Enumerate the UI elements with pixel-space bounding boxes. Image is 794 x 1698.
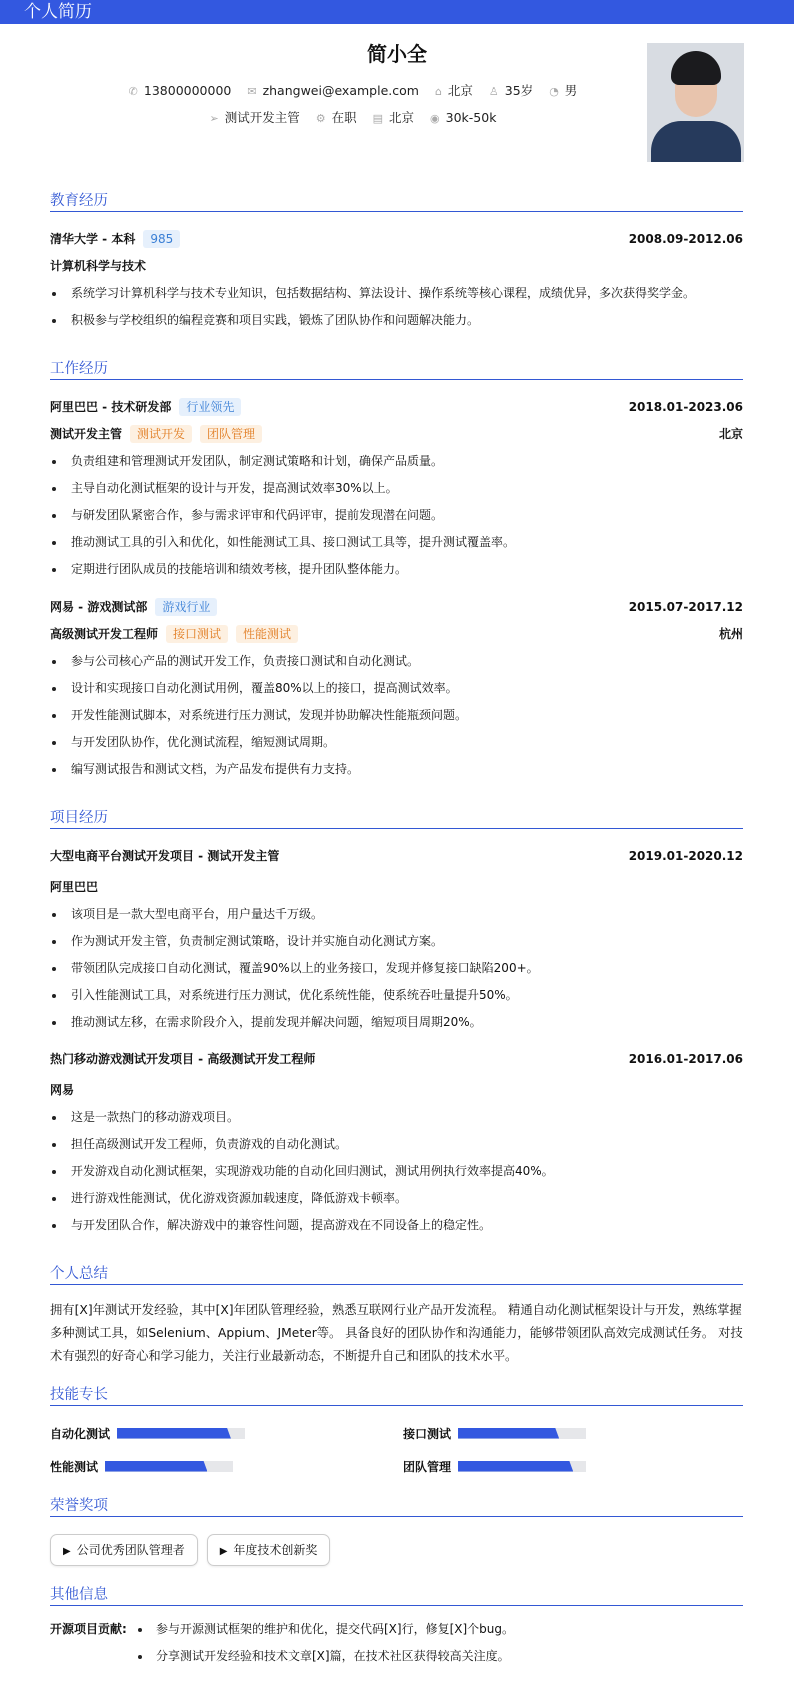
entry-header	[50, 843, 743, 870]
skill-bar	[458, 1461, 586, 1472]
education-section	[50, 190, 743, 334]
phone: 13800000000	[143, 83, 232, 98]
skill-item	[50, 1420, 403, 1446]
expected-city: 北京	[389, 110, 415, 125]
salary-icon: ◉	[430, 112, 440, 125]
role-row	[50, 621, 743, 648]
status: 在职	[331, 110, 357, 125]
list-item: 作为测试开发主管，负责制定测试策略，设计并实施自动化测试方案。	[50, 928, 743, 955]
gender: 男	[564, 83, 578, 98]
company-tag: 行业领先	[179, 398, 241, 416]
skill-name: 自动化测试	[50, 1426, 111, 1441]
company-row	[50, 874, 743, 901]
list-item: 设计和实现接口自动化测试用例，覆盖80%以上的接口，提高测试效率。	[50, 675, 743, 702]
role: 测试开发主管	[50, 427, 123, 441]
send-icon: ➢	[209, 112, 219, 125]
contact-row	[0, 81, 706, 102]
role-row	[50, 421, 743, 448]
major: 计算机科学与技术	[50, 259, 147, 273]
project-entry	[50, 843, 743, 1036]
company-row	[50, 1077, 743, 1104]
building-icon: ▤	[372, 112, 384, 125]
list-item: 推动测试左移，在需求阶段介入，提前发现并解决问题，缩短项目周期20%。	[50, 1009, 743, 1036]
school-tag: 985	[143, 230, 180, 248]
role: 高级测试开发工程师	[50, 627, 159, 641]
entry-header	[50, 594, 743, 621]
list-item: 定期进行团队成员的技能培训和绩效考核，提升团队整体能力。	[50, 556, 743, 583]
profile-photo	[647, 43, 744, 162]
skill-name: 接口测试	[403, 1426, 452, 1441]
list-item: 担任高级测试开发工程师，负责游戏的自动化测试。	[50, 1131, 743, 1158]
email: zhangwei@example.com	[262, 83, 419, 98]
role-tag: 团队管理	[200, 425, 262, 443]
list-item: 开发性能测试脚本，对系统进行压力测试，发现并协助解决性能瓶颈问题。	[50, 702, 743, 729]
list-item: 与研发团队紧密合作，参与需求评审和代码评审，提前发现潜在问题。	[50, 502, 743, 529]
triangle-icon: ▶	[63, 1546, 71, 1557]
list-item: 引入性能测试工具，对系统进行压力测试，优化系统性能，使系统吞吐量提升50%。	[50, 982, 743, 1009]
list-item: 与开发团队协作，优化测试流程，缩短测试周期。	[50, 729, 743, 756]
role-tag: 性能测试	[236, 625, 298, 643]
entry-left	[50, 594, 217, 621]
project-title: 大型电商平台测试开发项目 - 测试开发主管	[50, 849, 280, 863]
award-label: 年度技术创新奖	[233, 1543, 318, 1557]
role-left	[50, 621, 298, 648]
section-title: 荣誉奖项	[50, 1495, 743, 1517]
work-entry	[50, 594, 743, 783]
project-entry	[50, 1046, 743, 1239]
skill-bar-fill	[458, 1428, 559, 1439]
list-item: 这是一款热门的移动游戏项目。	[50, 1104, 743, 1131]
role-tag: 接口测试	[166, 625, 228, 643]
company-tag: 游戏行业	[155, 598, 217, 616]
list-item: 系统学习计算机科学与技术专业知识，包括数据结构、算法设计、操作系统等核心课程，成绩优异，多次获得奖学金。	[50, 280, 743, 307]
city: 北京	[447, 83, 473, 98]
section-title: 其他信息	[50, 1584, 743, 1606]
home-icon: ⌂	[434, 85, 442, 98]
period: 2008.09-2012.06	[628, 232, 743, 246]
triangle-icon: ▶	[219, 1546, 228, 1557]
school: 清华大学 - 本科	[50, 232, 136, 246]
skill-bar	[117, 1428, 245, 1439]
skill-bar	[105, 1461, 233, 1472]
role-left	[50, 421, 262, 448]
list-item: 参与开源测试框架的维护和优化，提交代码[X]行，修复[X]个bug。	[130, 1616, 743, 1643]
skill-name: 团队管理	[403, 1459, 452, 1474]
section-title: 工作经历	[50, 358, 743, 380]
other-section	[50, 1584, 743, 1670]
list-item: 开发游戏自动化测试框架，实现游戏功能的自动化回归测试，测试用例执行效率提高40%。	[50, 1158, 743, 1185]
skills-section	[50, 1384, 743, 1479]
summary-section	[50, 1263, 743, 1368]
list-item: 编写测试报告和测试文档，为产品发布提供有力支持。	[50, 756, 743, 783]
skill-item	[50, 1453, 403, 1479]
role-tag: 测试开发	[130, 425, 192, 443]
other-label: 开源项目贡献:	[50, 1622, 127, 1636]
list-item: 带领团队完成接口自动化测试，覆盖90%以上的业务接口，发现并修复接口缺陷200+。	[50, 955, 743, 982]
section-title: 技能专长	[50, 1384, 743, 1406]
period: 2015.07-2017.12	[628, 600, 743, 614]
projects-section	[50, 807, 743, 1239]
skill-name: 性能测试	[50, 1459, 99, 1474]
gear-icon: ⚙	[315, 112, 326, 125]
list-item: 分享测试开发经验和技术文章[X]篇，在技术社区获得较高关注度。	[130, 1643, 743, 1670]
job-intent-row	[0, 108, 706, 129]
list-item: 积极参与学校组织的编程竞赛和项目实践，锻炼了团队协作和问题解决能力。	[50, 307, 743, 334]
period: 2016.01-2017.06	[628, 1052, 743, 1066]
salary: 30k-50k	[445, 110, 497, 125]
list-item: 参与公司核心产品的测试开发工作，负责接口测试和自动化测试。	[50, 648, 743, 675]
phone-icon: ✆	[128, 85, 138, 98]
list-item: 该项目是一款大型电商平台，用户量达千万级。	[50, 901, 743, 928]
position: 测试开发主管	[224, 110, 300, 125]
top-bar	[0, 0, 794, 24]
skill-bar-fill	[117, 1428, 231, 1439]
location: 杭州	[718, 627, 743, 641]
list-item: 主导自动化测试框架的设计与开发，提高测试效率30%以上。	[50, 475, 743, 502]
email-icon: ✉	[247, 85, 257, 98]
section-title: 教育经历	[50, 190, 743, 212]
company: 网易	[50, 1083, 75, 1097]
skill-bar	[458, 1428, 586, 1439]
section-title: 项目经历	[50, 807, 743, 829]
list-item: 负责组建和管理测试开发团队，制定测试策略和计划，确保产品质量。	[50, 448, 743, 475]
profile-header	[0, 24, 794, 190]
work-section	[50, 358, 743, 783]
section-title: 个人总结	[50, 1263, 743, 1285]
summary-text: 拥有[X]年测试开发经验，其中[X]年团队管理经验，熟悉互联网行业产品开发流程。 精通自动化测试框架设计与开发，熟练掌握多种测试工具，如Selenium、Appium、JMeter等。 具备良好的团队协作和沟通能力，能够带领团队高效完成测试任务。 对技术有强烈的好奇心和学习能力，关注行业最新动态，不断提升自己和团队的技术水平。	[50, 1303, 743, 1363]
company: 阿里巴巴 - 技术研发部	[50, 400, 172, 414]
location: 北京	[718, 427, 743, 441]
gender-icon: ◔	[549, 85, 559, 98]
period: 2019.01-2020.12	[628, 849, 743, 863]
award-badge[interactable]	[207, 1534, 331, 1566]
award-badge[interactable]	[50, 1534, 198, 1566]
company: 网易 - 游戏测试部	[50, 600, 148, 614]
project-title: 热门移动游戏测试开发项目 - 高级测试开发工程师	[50, 1052, 316, 1066]
list-item: 进行游戏性能测试，优化游戏资源加载速度，降低游戏卡顿率。	[50, 1185, 743, 1212]
candidate-name: 简小全	[367, 42, 427, 66]
list-item: 推动测试工具的引入和优化，如性能测试工具、接口测试工具等，提升测试覆盖率。	[50, 529, 743, 556]
list-item: 与开发团队合作，解决游戏中的兼容性问题，提高游戏在不同设备上的稳定性。	[50, 1212, 743, 1239]
entry-header	[50, 394, 743, 421]
cake-icon: ♙	[488, 85, 499, 98]
entry-header	[50, 1046, 743, 1073]
age: 35岁	[504, 83, 534, 98]
entry-left	[50, 394, 241, 421]
period: 2018.01-2023.06	[628, 400, 743, 414]
skill-item	[403, 1420, 743, 1446]
skill-bar-fill	[105, 1461, 207, 1472]
skill-item	[403, 1453, 743, 1479]
awards-section	[50, 1495, 743, 1566]
work-entry	[50, 394, 743, 583]
company: 阿里巴巴	[50, 880, 99, 894]
page-title: 个人简历	[24, 2, 92, 22]
skill-bar-fill	[458, 1461, 573, 1472]
award-label: 公司优秀团队管理者	[76, 1543, 185, 1557]
